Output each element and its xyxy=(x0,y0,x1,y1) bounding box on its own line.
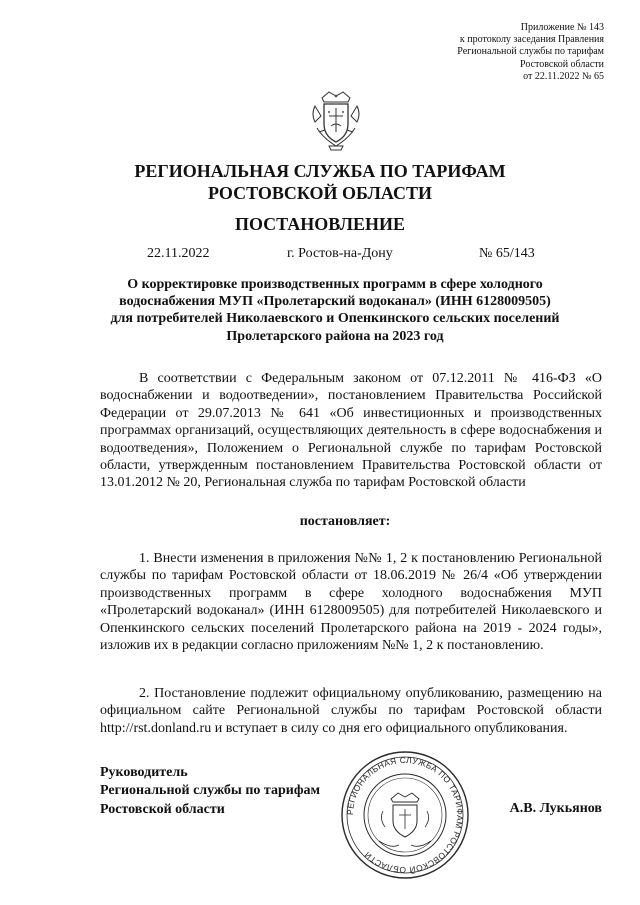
signer-name: А.В. Лукьянов xyxy=(509,801,602,816)
org-line: РОСТОВСКОЙ ОБЛАСТИ xyxy=(208,183,432,203)
item-2-paragraph: 2. Постановление подлежит официальному опубликованию, размещению на официальном сайте Региональной службы по тарифам Ростовской области http://rst.donland.ru и вступает в силу со дня его официального опубликования. xyxy=(100,686,602,736)
subject-line: Пролетарского района на 2023 год xyxy=(226,328,444,344)
document-number: № 65/143 xyxy=(479,246,535,261)
appendix-note xyxy=(324,22,604,83)
appendix-line: Региональной службы по тарифам xyxy=(457,46,604,58)
appendix-line: к протоколу заседания Правления xyxy=(459,34,604,46)
appendix-line: Ростовской области xyxy=(520,58,604,70)
item-1-paragraph: 1. Внести изменения в приложения №№ 1, 2 к постановлению Региональной службы по тарифам Ростовской области от 18.06.2019 № 26/4 «Об утверждении производственных программ в сфере холодного водоснабжения МУП «Пролетарский водоканал» (ИНН 6128009505) для потребителей Николаевского и Опенкинского сельских поселений Пролетарского района на 2019 - 2024 годы», изложив их в редакции согласно приложениям №№ 1, 2 к постановлению. xyxy=(100,551,602,654)
official-seal-icon xyxy=(339,749,471,881)
signer-title-line: Региональной службы по тарифам xyxy=(100,783,321,799)
document-city: г. Ростов-на-Дону xyxy=(287,246,393,261)
subject-line: для потребителей Николаевского и Опенкинского сельских поселений xyxy=(110,311,560,327)
org-line: РЕГИОНАЛЬНАЯ СЛУЖБА ПО ТАРИФАМ xyxy=(134,161,506,181)
decree-word: постановляет: xyxy=(299,514,391,529)
seal-text: РЕГИОНАЛЬНАЯ СЛУЖБА ПО ТАРИФАМ РОСТОВСКОЙ ОБЛАСТИ xyxy=(344,754,466,876)
appendix-line: Приложение № 143 xyxy=(520,22,604,33)
coat-of-arms-icon xyxy=(309,88,363,152)
document-date: 22.11.2022 xyxy=(147,246,210,261)
subject-line: водоснабжения МУП «Пролетарский водоканал» (ИНН 6128009505) xyxy=(119,294,551,310)
subject-line: О корректировке производственных программ в сфере холодного xyxy=(127,277,543,292)
document-type: ПОСТАНОВЛЕНИЕ xyxy=(234,214,406,234)
signer-title-line: Руководитель xyxy=(100,765,188,780)
signature-block xyxy=(100,764,320,819)
preamble-paragraph: В соответствии с Федеральным законом от 07.12.2011 № 416-ФЗ «О водоснабжении и водоотведении», постановлением Правительства Российской Федерации от 29.07.2013 № 641 «Об инвестиционных и производственных программах организаций, осуществляющих деятельность в сфере водоснабжения и водоотведения», Положением о Региональной службе по тарифам Ростовской области, утвержденным постановлением Правительства Ростовской области от 13.01.2012 № 20, Региональная служба по тарифам Ростовской области xyxy=(100,371,602,491)
appendix-line: от 22.11.2022 № 65 xyxy=(523,70,604,82)
signer-title-line: Ростовской области xyxy=(100,801,225,817)
document-subject xyxy=(60,276,610,345)
organization-name xyxy=(0,160,640,204)
